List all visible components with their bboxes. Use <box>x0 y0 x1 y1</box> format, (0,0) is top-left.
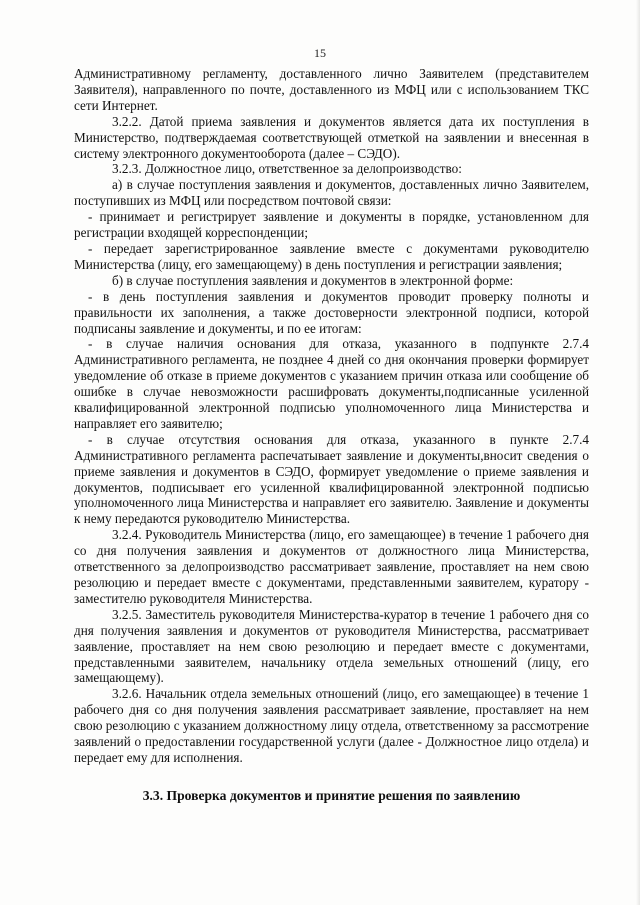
paragraph-3-2-2: 3.2.2. Датой приема заявления и документов является дата их поступления в Министерство, подтверждаемая соответствующей отметкой на заявлении и внесенная в систему электронного документооборота (далее – СЭДО). <box>74 113 589 161</box>
section-heading: 3.3. Проверка документов и принятие решения по заявлению <box>142 787 521 803</box>
document-body <box>74 66 589 804</box>
page-number: 15 <box>314 46 326 60</box>
paragraph-item-a: а) в случае поступления заявления и документов, доставленных лично Заявителем, поступивших из МФЦ или посредством почтовой связи: <box>74 177 589 209</box>
scan-edge <box>636 0 640 905</box>
paragraph-item-b: б) в случае поступления заявления и документов в электронной форме: <box>112 272 514 288</box>
paragraph-intro: Административному регламенту, доставленного лично Заявителем (представителем Заявителя), направленного по почте, доставленного из МФЦ или с использованием ТКС сети Интернет. <box>74 66 589 113</box>
paragraph-3-2-6: 3.2.6. Начальник отдела земельных отношений (лицо, его замещающее) в течение 1 рабочего дня со дня получения заявления рассматривает заявление, проставляет на нем свою резолюцию с указанием должностному лицу отдела, ответственному за рассмотрение заявлений о предоставлении государственной услуги (далее - Должностное лицо отдела) и передает ему для исполнения. <box>74 686 589 765</box>
paragraph-bullet-acceptance: - в случае отсутствия основания для отказа, указанного в пункте 2.7.4 Административного регламента распечатывает заявление и документы,вносит сведения о приеме заявления и документов в СЭДО, формирует уведомление о приеме заявления и документов, подписывает его усиленной квалифицированной электронной подписью уполномоченного лица Министерства и направляет его заявителю. Заявление и документы к нему передаются руководителю Министерства. <box>74 431 589 527</box>
paragraph-bullet-refusal: - в случае наличия основания для отказа, указанного в подпункте 2.7.4 Административного регламента, не позднее 4 дней со дня окончания проверки формирует уведомление об отказе в приеме документов с указанием причин отказа или сообщение об ошибке в случае невозможности расшифровать документы,подписанные усиленной квалифицированной электронной подписью уполномоченного лица Министерства и направляет его заявителю; <box>74 336 589 431</box>
paragraph-3-2-5: 3.2.5. Заместитель руководителя Министерства-куратор в течение 1 рабочего дня со дня получения заявления и документов от руководителя Министерства, рассматривает заявление, проставляет на нем свою резолюцию и передает вместе с документами, представленными заявителем, начальнику отдела земельных отношений (лицу, его замещающему). <box>74 606 589 686</box>
paragraph-bullet-check: - в день поступления заявления и документов проводит проверку полноты и правильности их заполнения, а также достоверности электронной подписи, которой подписаны заявление и документы, и по ее итогам: <box>74 288 589 336</box>
paragraph-3-2-4: 3.2.4. Руководитель Министерства (лицо, его замещающее) в течение 1 рабочего дня со дня получения заявления и документов от должностного лица Министерства, ответственного за делопроизводство рассматривает заявление, проставляет на нем свою резолюцию и передает вместе с документами, представленными заявителем, куратору - заместителю руководителя Министерства. <box>74 527 589 606</box>
paragraph-bullet-transfer: - передает зарегистрированное заявление вместе с документами руководителю Министерства (лицу, его замещающему) в день поступления и регистрации заявления; <box>74 240 589 272</box>
paragraph-3-2-3: 3.2.3. Должностное лицо, ответственное за делопроизводство: <box>112 161 462 177</box>
paragraph-bullet-register: - принимает и регистрирует заявление и документы в порядке, установленном для регистрации входящей корреспонденции; <box>74 209 589 241</box>
